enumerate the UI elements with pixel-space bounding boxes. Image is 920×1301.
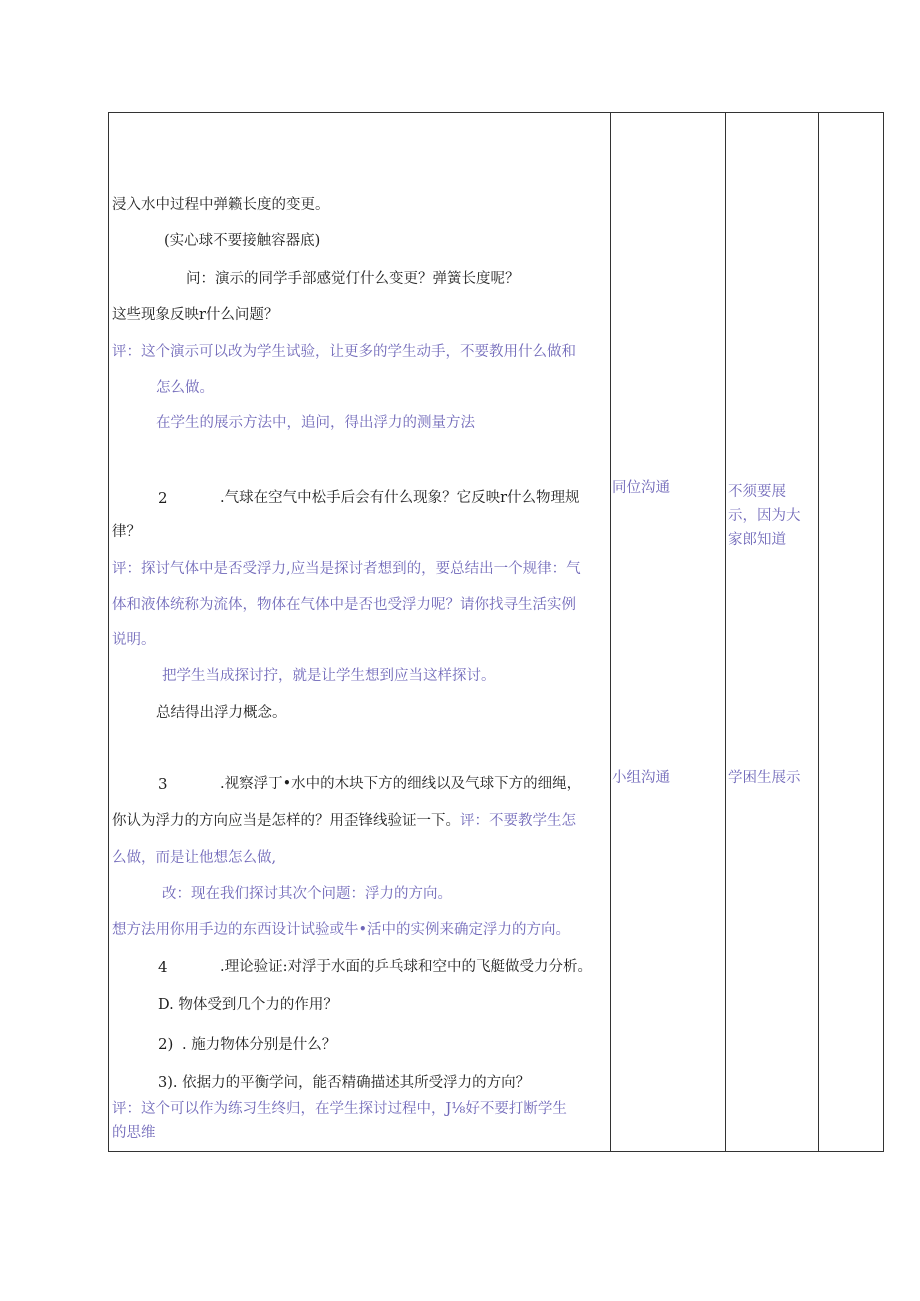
text-line: 这些现象反映r什么问题？ (112, 307, 279, 323)
comment-line: 评：这个可以作为练习生终归，在学生探讨过程中，J⅛好不要打断学生 (112, 1101, 567, 1117)
comment-line: 怎么做。 (156, 380, 214, 396)
comment-line: 的思维 (112, 1125, 156, 1141)
text-segment: 你认为浮力的方向应当是怎样的？用歪锋线验证一下。 (112, 813, 460, 829)
note-cell: 学困生展示 (728, 770, 801, 786)
question-text: .气球在空气中松手后会有什么现象？它反映r什么物理规 (220, 490, 580, 506)
comment-line: 在学生的展示方法中，追问，得出浮力的测量方法 (156, 415, 475, 431)
question-text: .视察浮丁•水中的木块下方的细线以及气球下方的细绳， (220, 776, 582, 792)
question-text: .理论验证:对浮于水面的乒乓球和空中的飞艇做受力分析。 (220, 959, 592, 975)
comment-line: 评：探讨气体中是否受浮力,应当是探讨者想到的，要总结出一个规律：气 (112, 561, 581, 577)
text-line: 浸入水中过程中弹籁长度的变更。 (112, 197, 330, 213)
interaction-method: 同位沟通 (612, 480, 670, 496)
comment-line: 么做，而是让他想怎么做, (112, 850, 277, 866)
note-line: 家郎知道 (728, 532, 786, 548)
sub-question-number: 2) (158, 1035, 174, 1053)
column-divider-3 (818, 112, 819, 1152)
comment-line: 评：这个演示可以改为学生试验，让更多的学生动手，不要教用什么做和 (112, 344, 576, 360)
interaction-method: 小组沟通 (612, 770, 670, 786)
question-number: 2 (158, 489, 168, 507)
sub-question: D. 物体受到几个力的作用？ (158, 997, 338, 1013)
comment-line: 想方法用你用手边的东西设计试验或牛•活中的实例来确定浮力的方向。 (112, 922, 571, 938)
question-number: 4 (158, 958, 168, 976)
comment-line: 体和液体统称为流体，物体在气体中是否也受浮力呢？请你找寻生活实例 (112, 597, 576, 613)
comment-segment: 评：不要教学生怎 (460, 813, 576, 829)
text-line (112, 812, 576, 830)
text-line: 问：演示的同学手部感觉仃什么变更？弹簧长度呢？ (186, 271, 520, 287)
note-line: 示，因为大 (728, 508, 801, 524)
text-line: 总结得出浮力概念。 (156, 705, 287, 721)
sub-question: 3). 依据力的平衡学问，能否精确描述其所受浮力的方向？ (158, 1075, 531, 1091)
question-number: 3 (158, 775, 168, 793)
sub-question: . 施力物体分别是什么？ (182, 1037, 337, 1053)
column-divider-2 (725, 112, 726, 1152)
text-line: (实心球不要接触容器底) (164, 233, 321, 249)
comment-line: 说明。 (112, 632, 156, 648)
column-divider-1 (610, 112, 611, 1152)
comment-line: 把学生当成探讨拧，就是让学生想到应当这样探讨。 (162, 668, 496, 684)
comment-line: 改：现在我们探讨其次个问题：浮力的方向。 (162, 886, 452, 902)
note-line: 不须要展 (728, 484, 786, 500)
note-cell (728, 480, 816, 552)
text-line: 律？ (112, 524, 141, 540)
